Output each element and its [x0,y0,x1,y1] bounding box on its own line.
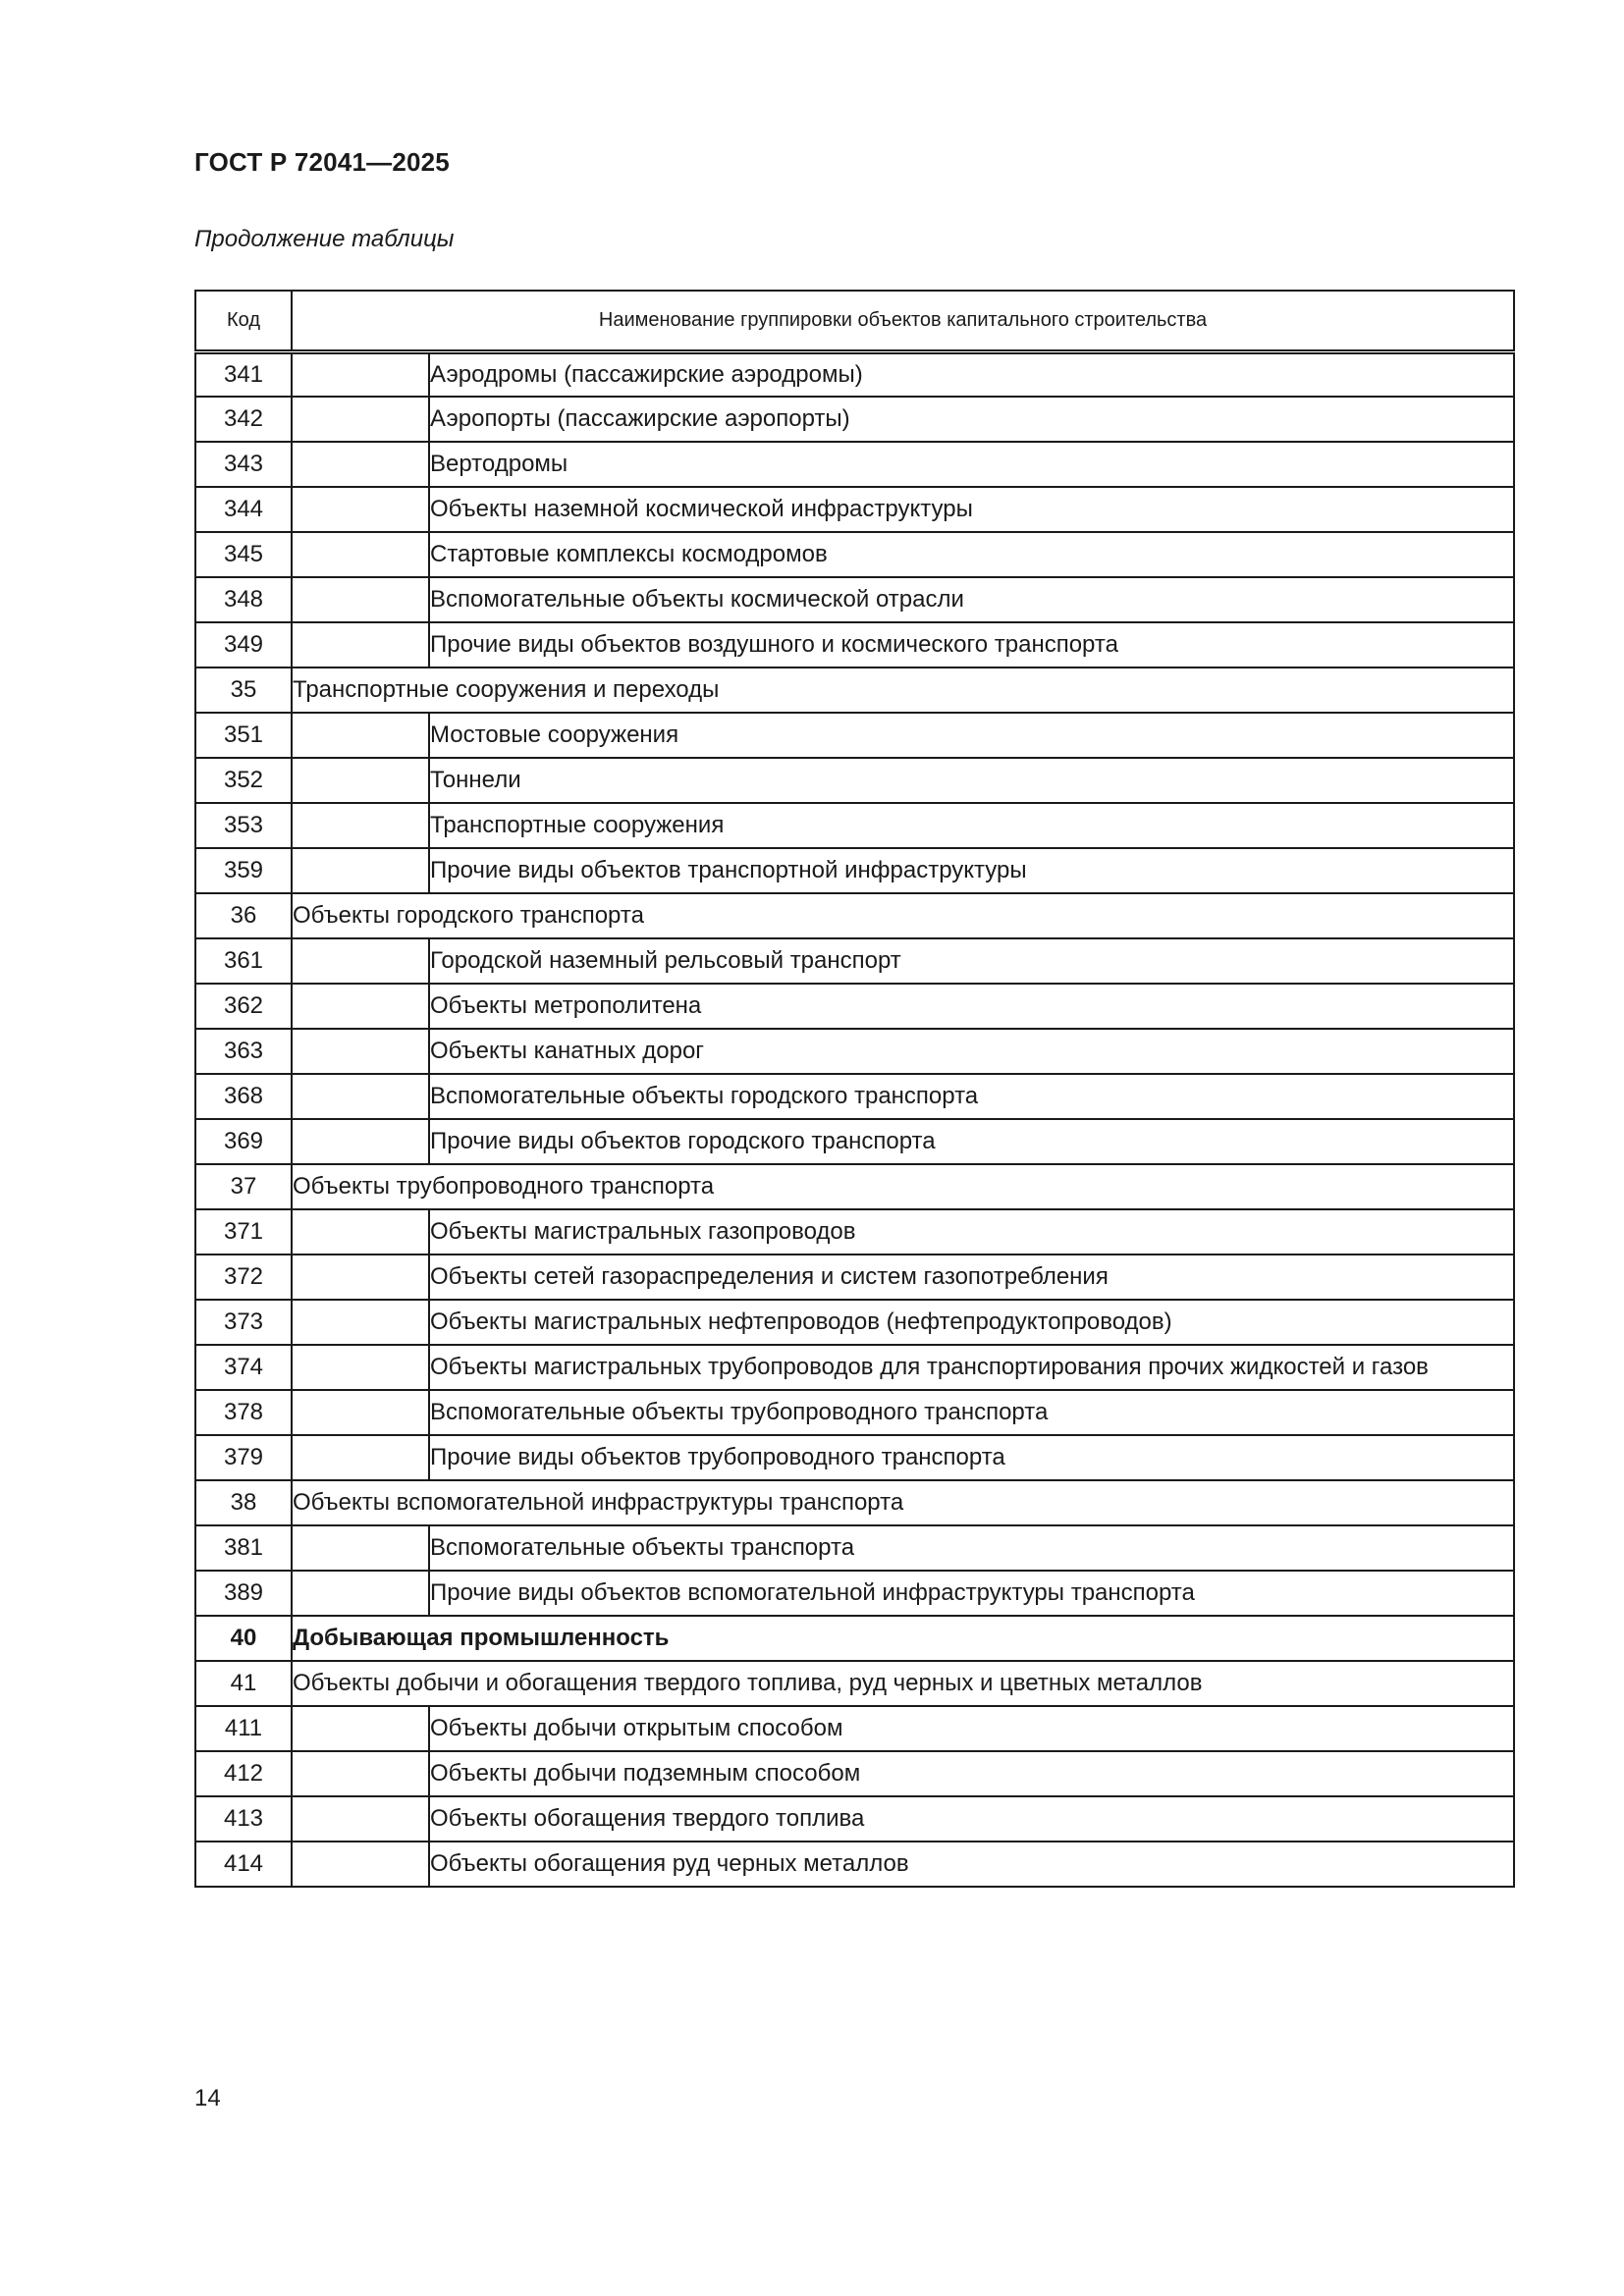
row-code: 361 [195,938,292,984]
table-row [195,1390,1514,1435]
table-row [195,1209,1514,1255]
page-number: 14 [194,2085,221,2111]
row-code: 413 [195,1796,292,1842]
table-row [195,848,1514,893]
row-name: Объекты наземной космической инфраструктуры [429,487,1514,532]
row-code: 374 [195,1345,292,1390]
row-code: 368 [195,1074,292,1119]
table-row [195,1571,1514,1616]
table-row [195,1029,1514,1074]
row-code: 38 [195,1480,292,1525]
table-row [195,532,1514,577]
row-indent-cell [292,351,429,397]
row-name: Прочие виды объектов воздушного и космического транспорта [429,622,1514,667]
row-name: Объекты магистральных трубопроводов для транспортирования прочих жидкостей и газов [429,1345,1514,1390]
row-name: Объекты обогащения руд черных металлов [429,1842,1514,1887]
row-code: 373 [195,1300,292,1345]
row-indent-cell [292,758,429,803]
row-code: 379 [195,1435,292,1480]
row-indent-cell [292,1796,429,1842]
row-code: 40 [195,1616,292,1661]
table-row [195,1706,1514,1751]
row-indent-cell [292,532,429,577]
row-code: 345 [195,532,292,577]
table-row [195,1751,1514,1796]
row-code: 414 [195,1842,292,1887]
row-name: Городской наземный рельсовый транспорт [429,938,1514,984]
row-name: Объекты добычи подземным способом [429,1751,1514,1796]
table-group-row [195,1661,1514,1706]
classifier-table [194,290,1515,1888]
table-row [195,803,1514,848]
table-row [195,1345,1514,1390]
row-code: 372 [195,1255,292,1300]
row-indent-cell [292,1255,429,1300]
table-continuation-label: Продолжение таблицы [194,226,455,252]
table-row [195,1300,1514,1345]
row-code: 351 [195,713,292,758]
table-row [195,577,1514,622]
table-row [195,984,1514,1029]
row-indent-cell [292,938,429,984]
row-code: 381 [195,1525,292,1571]
table-group-row [195,893,1514,938]
row-code: 353 [195,803,292,848]
row-indent-cell [292,713,429,758]
table-row [195,758,1514,803]
section-name: Добывающая промышленность [292,1616,1514,1661]
table-row [195,713,1514,758]
group-name: Транспортные сооружения и переходы [292,667,1514,713]
row-code: 371 [195,1209,292,1255]
row-name: Вспомогательные объекты космической отрасли [429,577,1514,622]
row-indent-cell [292,1119,429,1164]
column-header-code: Код [195,291,292,351]
row-indent-cell [292,577,429,622]
row-indent-cell [292,1706,429,1751]
row-indent-cell [292,984,429,1029]
table-row [195,1842,1514,1887]
row-code: 35 [195,667,292,713]
row-name: Вертодромы [429,442,1514,487]
row-indent-cell [292,1209,429,1255]
row-indent-cell [292,487,429,532]
row-indent-cell [292,848,429,893]
row-code: 412 [195,1751,292,1796]
row-code: 343 [195,442,292,487]
table-row [195,1074,1514,1119]
row-name: Объекты обогащения твердого топлива [429,1796,1514,1842]
group-name: Объекты вспомогательной инфраструктуры транспорта [292,1480,1514,1525]
row-indent-cell [292,1435,429,1480]
row-name: Прочие виды объектов городского транспорта [429,1119,1514,1164]
table-row [195,442,1514,487]
row-code: 362 [195,984,292,1029]
table-row [195,1255,1514,1300]
row-name: Стартовые комплексы космодромов [429,532,1514,577]
row-indent-cell [292,1300,429,1345]
group-name: Объекты трубопроводного транспорта [292,1164,1514,1209]
row-indent-cell [292,442,429,487]
row-indent-cell [292,1345,429,1390]
row-code: 37 [195,1164,292,1209]
row-code: 344 [195,487,292,532]
row-name: Объекты сетей газораспределения и систем газопотребления [429,1255,1514,1300]
table-row [195,351,1514,397]
row-code: 342 [195,397,292,442]
row-name: Тоннели [429,758,1514,803]
row-name: Объекты магистральных нефтепроводов (нефтепродуктопроводов) [429,1300,1514,1345]
table-row [195,397,1514,442]
group-name: Объекты городского транспорта [292,893,1514,938]
row-name: Вспомогательные объекты транспорта [429,1525,1514,1571]
table-header-row [195,291,1514,351]
row-indent-cell [292,1029,429,1074]
row-name: Аэродромы (пассажирские аэродромы) [429,351,1514,397]
row-indent-cell [292,1842,429,1887]
row-name: Вспомогательные объекты трубопроводного транспорта [429,1390,1514,1435]
row-name: Прочие виды объектов вспомогательной инфраструктуры транспорта [429,1571,1514,1616]
row-code: 341 [195,351,292,397]
table-group-row [195,1480,1514,1525]
row-indent-cell [292,803,429,848]
row-name: Объекты канатных дорог [429,1029,1514,1074]
table-row [195,1796,1514,1842]
row-code: 359 [195,848,292,893]
table-row [195,622,1514,667]
row-code: 378 [195,1390,292,1435]
table-body [195,351,1514,1887]
row-name: Прочие виды объектов транспортной инфраструктуры [429,848,1514,893]
row-code: 411 [195,1706,292,1751]
row-name: Объекты магистральных газопроводов [429,1209,1514,1255]
row-code: 41 [195,1661,292,1706]
row-name: Прочие виды объектов трубопроводного транспорта [429,1435,1514,1480]
row-indent-cell [292,397,429,442]
table-group-row [195,1164,1514,1209]
row-code: 369 [195,1119,292,1164]
row-code: 348 [195,577,292,622]
table-row [195,1435,1514,1480]
row-indent-cell [292,1074,429,1119]
row-indent-cell [292,1525,429,1571]
row-code: 349 [195,622,292,667]
table-row [195,487,1514,532]
row-name: Аэропорты (пассажирские аэропорты) [429,397,1514,442]
row-name: Мостовые сооружения [429,713,1514,758]
row-indent-cell [292,1390,429,1435]
group-name: Объекты добычи и обогащения твердого топлива, руд черных и цветных металлов [292,1661,1514,1706]
row-name: Объекты добычи открытым способом [429,1706,1514,1751]
table-group-row [195,667,1514,713]
table-row [195,938,1514,984]
row-name: Транспортные сооружения [429,803,1514,848]
row-code: 36 [195,893,292,938]
row-code: 352 [195,758,292,803]
row-indent-cell [292,1571,429,1616]
table-row [195,1119,1514,1164]
row-indent-cell [292,1751,429,1796]
table-row [195,1525,1514,1571]
row-indent-cell [292,622,429,667]
table-section-row [195,1616,1514,1661]
row-code: 363 [195,1029,292,1074]
row-name: Вспомогательные объекты городского транспорта [429,1074,1514,1119]
row-code: 389 [195,1571,292,1616]
document-header: ГОСТ Р 72041—2025 [194,147,450,177]
row-name: Объекты метрополитена [429,984,1514,1029]
column-header-name: Наименование группировки объектов капитального строительства [292,291,1514,351]
